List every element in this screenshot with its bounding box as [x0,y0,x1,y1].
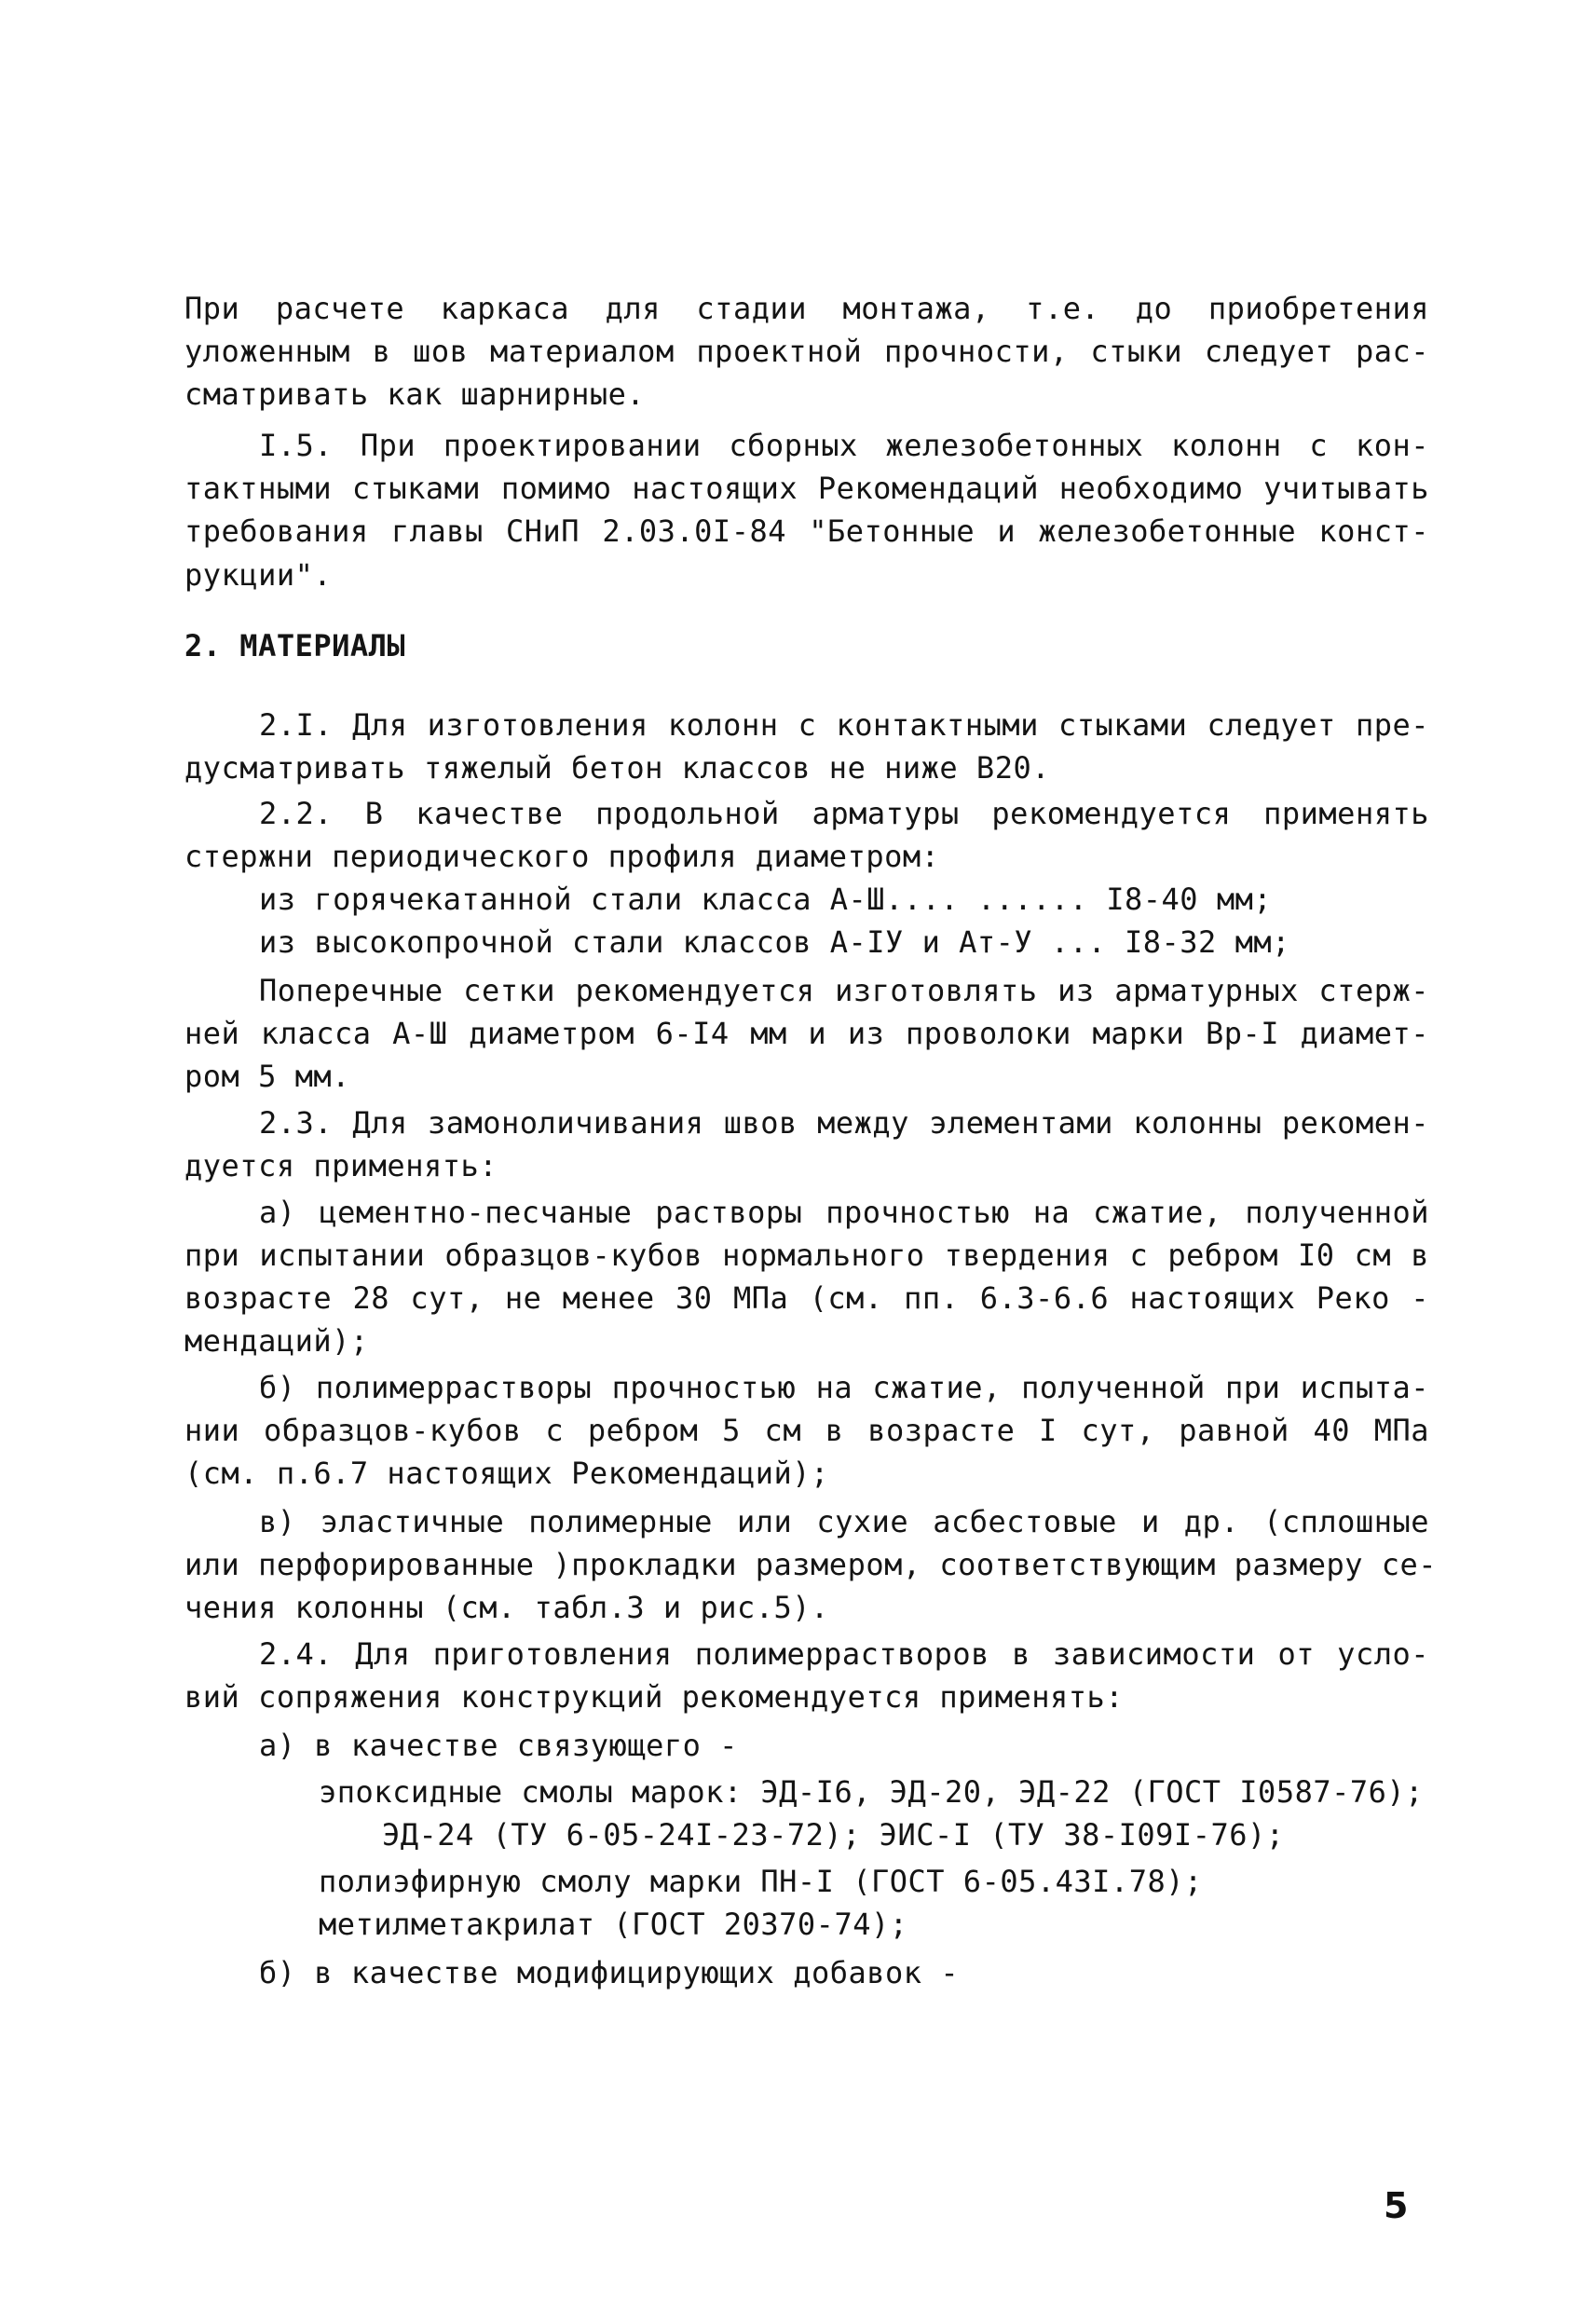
text-line: нии образцов-кубов с ребром 5 см в возрасте I сут, равной 40 МПа [184,1413,1429,1448]
list-item: из горячекатанной стали класса А-Ш.... ...... I8-40 мм; [259,882,1273,917]
list-item: эпоксидные смолы марок: ЭД-I6, ЭД-20, ЭД-22 (ГОСТ I0587-76); [319,1774,1424,1810]
list-item-a: а) в качестве связующего - [259,1728,738,1763]
list-item: из высокопрочной стали классов А-IУ и Ат-У ... I8-32 мм; [259,924,1290,960]
text-line: при испытании образцов-кубов нормального твердения с ребром I0 см в [184,1238,1429,1273]
paragraph-2-1-line: 2.I. Для изготовления колонн с контактными стыками следует пре- [259,707,1429,743]
paragraph-2-3-line: 2.3. Для замоноличивания швов между элементами колонны рекомен- [259,1105,1429,1141]
text-line: мендаций); [184,1323,369,1359]
list-item: метилметакрилат (ГОСТ 20370-74); [319,1907,908,1942]
text-line: вий сопряжения конструкций рекомендуется применять: [184,1679,1125,1715]
page-number: 5 [1384,2185,1409,2226]
text-line: Поперечные сетки рекомендуется изготовлять из арматурных стерж- [259,973,1429,1008]
text-line: сматривать как шарнирные. [184,376,646,412]
list-item-a: а) цементно-песчаные растворы прочностью на сжатие, полученной [259,1195,1429,1230]
paragraph-2-4-line: 2.4. Для приготовления полимеррастворов в зависимости от усло- [259,1636,1429,1672]
list-item-b: б) в качестве модифицирующих добавок - [259,1955,960,1990]
text-line: или перфорированные )прокладки размером, соответствующим размеру се- [184,1547,1438,1582]
text-line: тактными стыками помимо настоящих Рекомендаций необходимо учитывать [184,471,1429,506]
list-item: ЭД-24 (ТУ 6-05-24I-23-72); ЭИС-I (ТУ 38-I09I-76); [382,1817,1285,1853]
text-line: уложенным в шов материалом проектной прочности, стыки следует рас- [184,334,1429,369]
text-line: дусматривать тяжелый бетон классов не ниже В20. [184,750,1050,786]
text-line: дуется применять: [184,1148,498,1183]
text-line: чения колонны (см. табл.3 и рис.5). [184,1590,829,1625]
text-line: При расчете каркаса для стадии монтажа, т.е. до приобретения [184,291,1429,326]
text-line: ней класса А-Ш диаметром 6-I4 мм и из проволоки марки Вр-I диамет- [184,1016,1429,1051]
list-item: полиэфирную смолу марки ПН-I (ГОСТ 6-05.43I.78); [319,1864,1203,1899]
list-item-c: в) эластичные полимерные или сухие асбестовые и др. (сплошные [259,1504,1429,1539]
paragraph-1-5-line: I.5. При проектировании сборных железобетонных колонн с кон- [259,428,1429,463]
text-line: (см. п.6.7 настоящих Рекомендаций); [184,1456,829,1491]
text-line: стержни периодического профиля диаметром: [184,839,940,874]
list-item-b: б) полимеррастворы прочностью на сжатие, полученной при испыта- [259,1370,1429,1405]
text-line: рукции". [184,557,333,593]
paragraph-2-2-line: 2.2. В качестве продольной арматуры рекомендуется применять [259,796,1429,831]
text-line: ром 5 мм. [184,1059,350,1094]
text-line: возрасте 28 сут, не менее 30 МПа (см. пп. 6.3-6.6 настоящих Реко - [184,1280,1429,1316]
text-line: требования главы СНиП 2.03.0I-84 "Бетонные и железобетонные конст- [184,513,1429,549]
section-heading: 2. МАТЕРИАЛЫ [184,628,406,663]
